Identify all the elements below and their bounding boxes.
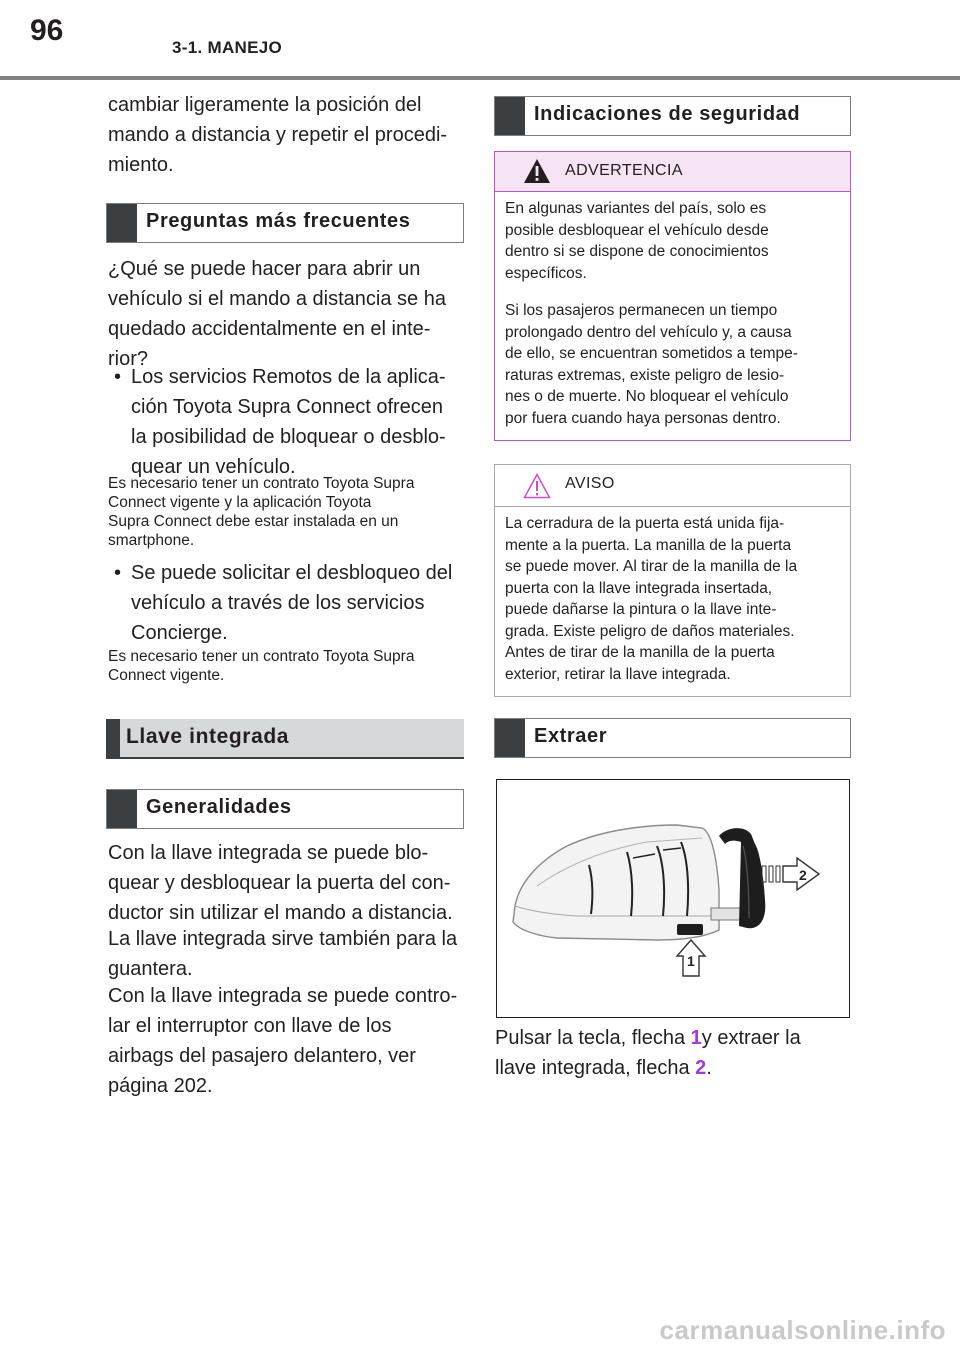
faq-question [108,254,468,374]
chapter-title: 3-1. MANEJO [172,38,283,57]
faq-heading [106,203,464,243]
note-contract [108,647,468,685]
heading-tab [495,719,525,757]
warning-title-bar [495,152,850,192]
notice-label: AVISO [565,475,615,492]
caution-triangle-icon [523,473,551,499]
text-line: Supra Connect debe estar instalada en un [108,513,399,530]
text-line: se puede mover. Al tirar de la manilla de la [505,558,798,575]
para-glovebox [108,924,472,984]
text-line: mando a distancia y repetir el procedi- [108,124,448,146]
watermark: carmanualsonline.info [659,1315,946,1345]
llave-integrada-heading [106,719,464,759]
text-line: guantera. [108,958,193,980]
caption-line-1 [495,1023,855,1053]
text-line: Connect vigente y la aplicación Toyota [108,494,372,511]
text-line: airbags del pasajero delantero, ver [108,1045,416,1067]
text-line: Es necesario tener un contrato Toyota Supra [108,475,415,492]
warning-triangle-icon [523,158,551,184]
arrow-2-reference: 2 [695,1057,707,1079]
text-line: vehículo a través de los servicios [131,592,425,614]
text-line: específicos. [505,264,587,282]
text-line: La cerradura de la puerta está unida fija- [505,515,785,532]
text-line: raturas extremas, existe peligro de lesio- [505,366,785,384]
text-line: cambiar ligeramente la posición del [108,94,422,116]
safety-heading [494,96,851,136]
arrow-1-reference: 1 [690,1027,702,1049]
notice-box [494,464,851,697]
text-line: grada. Existe peligro de daños materiales. [505,622,795,640]
text-line: smartphone. [108,532,195,549]
text-line: quear y desbloquear la puerta del con- [108,872,451,894]
text-line: exterior, retirar la llave integrada. [505,665,731,683]
text-line: posible desbloquear el vehículo desde [505,221,769,239]
safety-heading-text: Indicaciones de seguridad [534,103,801,125]
text-span: llave integrada, flecha [495,1057,696,1079]
text-line: Los servicios Remotos de la aplica- [131,366,446,388]
text-line: puerta con la llave integrada insertada, [505,579,773,597]
text-line: la posibilidad de bloquear o desblo- [131,426,446,448]
notice-title-bar [495,465,850,507]
text-line: dentro si se dispone de conocimientos [505,243,769,260]
text-span: . [706,1057,712,1079]
text-line: Antes de tirar de la manilla de la puerta [505,644,775,661]
text-line: página 202. [108,1075,213,1097]
text-span: y extraer la [701,1027,801,1049]
extraer-heading [494,718,851,758]
generalidades-heading-text: Generalidades [146,796,292,818]
text-line: vehículo si el mando a distancia se ha [108,288,446,310]
text-line: ción Toyota Supra Connect ofrecen [131,396,444,418]
warning-paragraph-2 [505,300,845,429]
heading-tab [495,97,525,135]
text-line: Con la llave integrada se puede contro- [108,985,458,1007]
text-line: mente a la puerta. La manilla de la puerta [505,536,792,554]
heading-tab [107,790,137,828]
text-line: miento. [108,154,174,176]
warning-box [494,151,851,441]
warning-label: ADVERTENCIA [565,162,683,179]
bullet-item-concierge [131,558,471,648]
text-line: lar el interruptor con llave de los [108,1015,392,1037]
text-line: por fuera cuando haya personas dentro. [505,409,781,427]
text-line: quear un vehículo. [131,456,296,478]
page-number: 96 [30,14,64,47]
text-line: prolongado dentro del vehículo y, a causa [505,323,792,341]
bullet-marker: • [114,562,122,584]
key-fob-illustration [497,780,848,1016]
faq-heading-text: Preguntas más frecuentes [146,210,411,232]
text-line: rior? [108,348,149,370]
para-airbag-switch [108,981,472,1101]
text-line: nes o de muerte. No bloquear el vehículo [505,388,789,405]
text-line: Es necesario tener un contrato Toyota Supra [108,648,415,665]
generalidades-heading [106,789,464,829]
key-extraction-figure [496,779,850,1018]
callout-1: 1 [687,953,695,969]
text-line: Se puede solicitar el desbloqueo del [131,562,453,584]
heading-tab [107,204,137,242]
warning-paragraph-1 [505,198,845,284]
text-line: En algunas variantes del país, solo es [505,200,767,217]
text-line: de ello, se encuentran sometidos a tempe- [505,345,798,362]
figure-caption [495,1023,855,1083]
bullet-marker: • [114,366,122,388]
extraer-heading-text: Extraer [534,725,608,747]
text-line: puede dañarse la pintura o la llave inte- [505,601,777,618]
text-line: Si los pasajeros permanecen un tiempo [505,302,778,319]
header-rule [0,76,960,80]
notice-paragraph [505,513,845,685]
text-line: ductor sin utilizar el mando a distancia. [108,902,453,924]
text-line: ¿Qué se puede hacer para abrir un [108,258,421,280]
text-line: Connect vigente. [108,667,225,684]
llave-heading-text: Llave integrada [126,725,290,748]
note-contract-app [108,474,468,550]
text-line: quedado accidentalmente en el inte- [108,318,431,340]
text-line: La llave integrada sirve también para la [108,928,458,950]
heading-tab [106,719,120,757]
intro-paragraph [108,90,468,180]
text-line: Con la llave integrada se puede blo- [108,842,429,864]
callout-2: 2 [799,867,807,883]
arrow-2-icon [762,858,819,890]
bullet-item-remote [131,362,471,482]
text-line: Concierge. [131,622,228,644]
caption-line-2 [495,1053,855,1083]
text-span: Pulsar la tecla, flecha [495,1027,691,1049]
para-integrated-key-lock [108,838,472,928]
